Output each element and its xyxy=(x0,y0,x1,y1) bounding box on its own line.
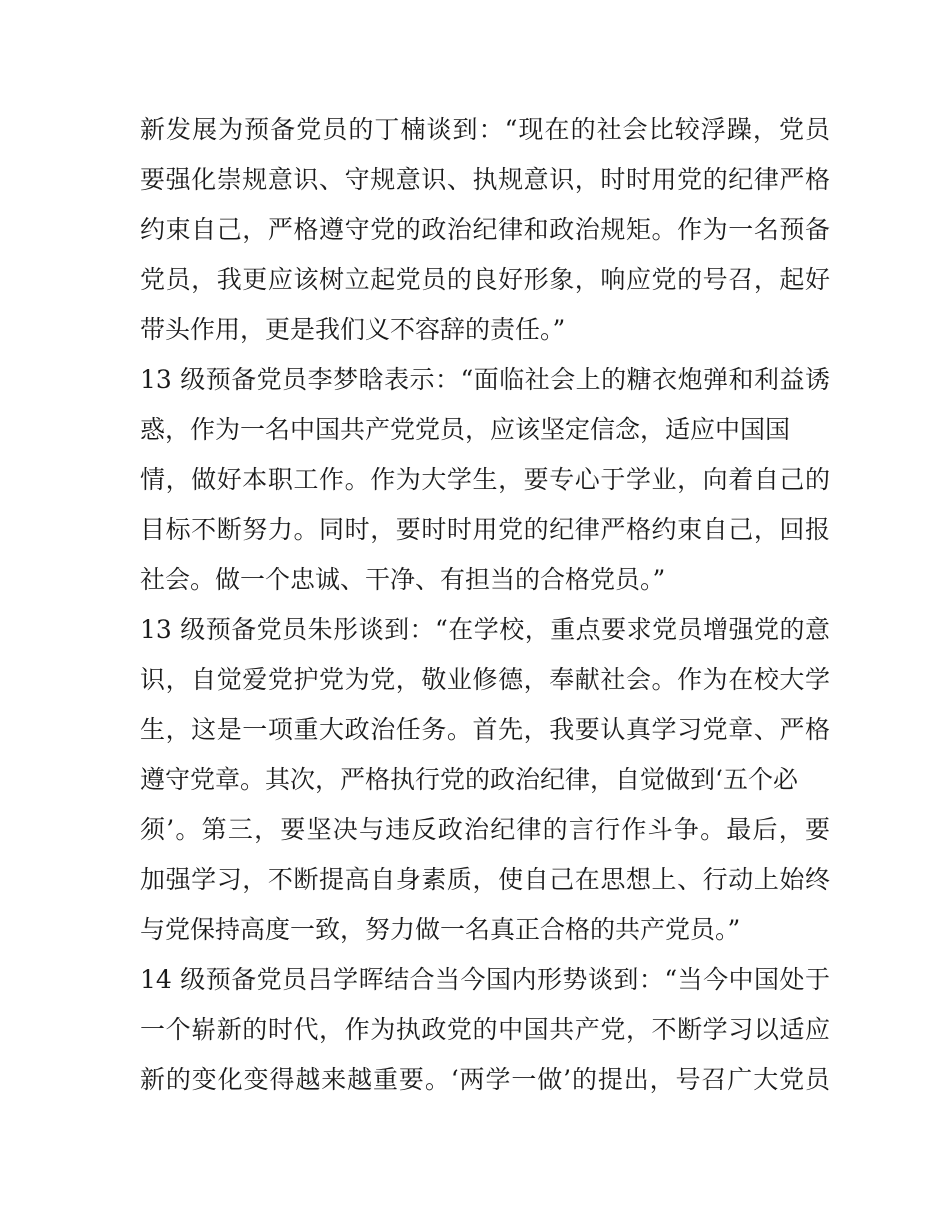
text-line: 须’。第三，要坚决与违反政治纪律的言行作斗争。最后，要 xyxy=(140,815,830,844)
text-line: 目标不断努力。同时，要时时用党的纪律严格约束自己，回报 xyxy=(140,515,830,544)
text-line: 情，做好本职工作。作为大学生，要专心于学业，向着自己的 xyxy=(140,465,830,494)
text-line: 一个崭新的时代，作为执政党的中国共产党，不断学习以适应 xyxy=(140,1015,830,1044)
text-line: 13 级预备党员朱彤谈到：“在学校，重点要求党员增强党的意 xyxy=(140,615,830,644)
text-line: 惑，作为一名中国共产党党员，应该坚定信念，适应中国国 xyxy=(140,415,791,444)
text-line: 约束自己，严格遵守党的政治纪律和政治规矩。作为一名预备 xyxy=(140,215,830,244)
text-line: 与党保持高度一致，努力做一名真正合格的共产党员。” xyxy=(140,915,741,944)
text-line: 社会。做一个忠诚、干净、有担当的合格党员。” xyxy=(140,565,666,594)
text-line: 加强学习，不断提高自身素质，使自己在思想上、行动上始终 xyxy=(140,865,830,894)
text-line: 遵守党章。其次，严格执行党的政治纪律，自觉做到‘五个必 xyxy=(140,765,798,794)
text-line: 带头作用，更是我们义不容辞的责任。” xyxy=(140,315,566,344)
text-line: 党员，我更应该树立起党员的良好形象，响应党的号召，起好 xyxy=(140,265,830,294)
text-line: 识，自觉爱党护党为党，敬业修德，奉献社会。作为在校大学 xyxy=(140,665,830,694)
text-line: 14 级预备党员吕学晖结合当今国内形势谈到：“当今中国处于 xyxy=(140,965,830,994)
text-line: 要强化崇规意识、守规意识、执规意识，时时用党的纪律严格 xyxy=(140,165,830,194)
text-line: 生，这是一项重大政治任务。首先，我要认真学习党章、严格 xyxy=(140,715,830,744)
text-line: 新的变化变得越来越重要。‘两学一做’的提出，号召广大党员 xyxy=(140,1065,830,1094)
text-line: 13 级预备党员李梦晗表示：“面临社会上的糖衣炮弹和利益诱 xyxy=(140,365,830,394)
text-line: 新发展为预备党员的丁楠谈到：“现在的社会比较浮躁，党员 xyxy=(140,115,830,144)
